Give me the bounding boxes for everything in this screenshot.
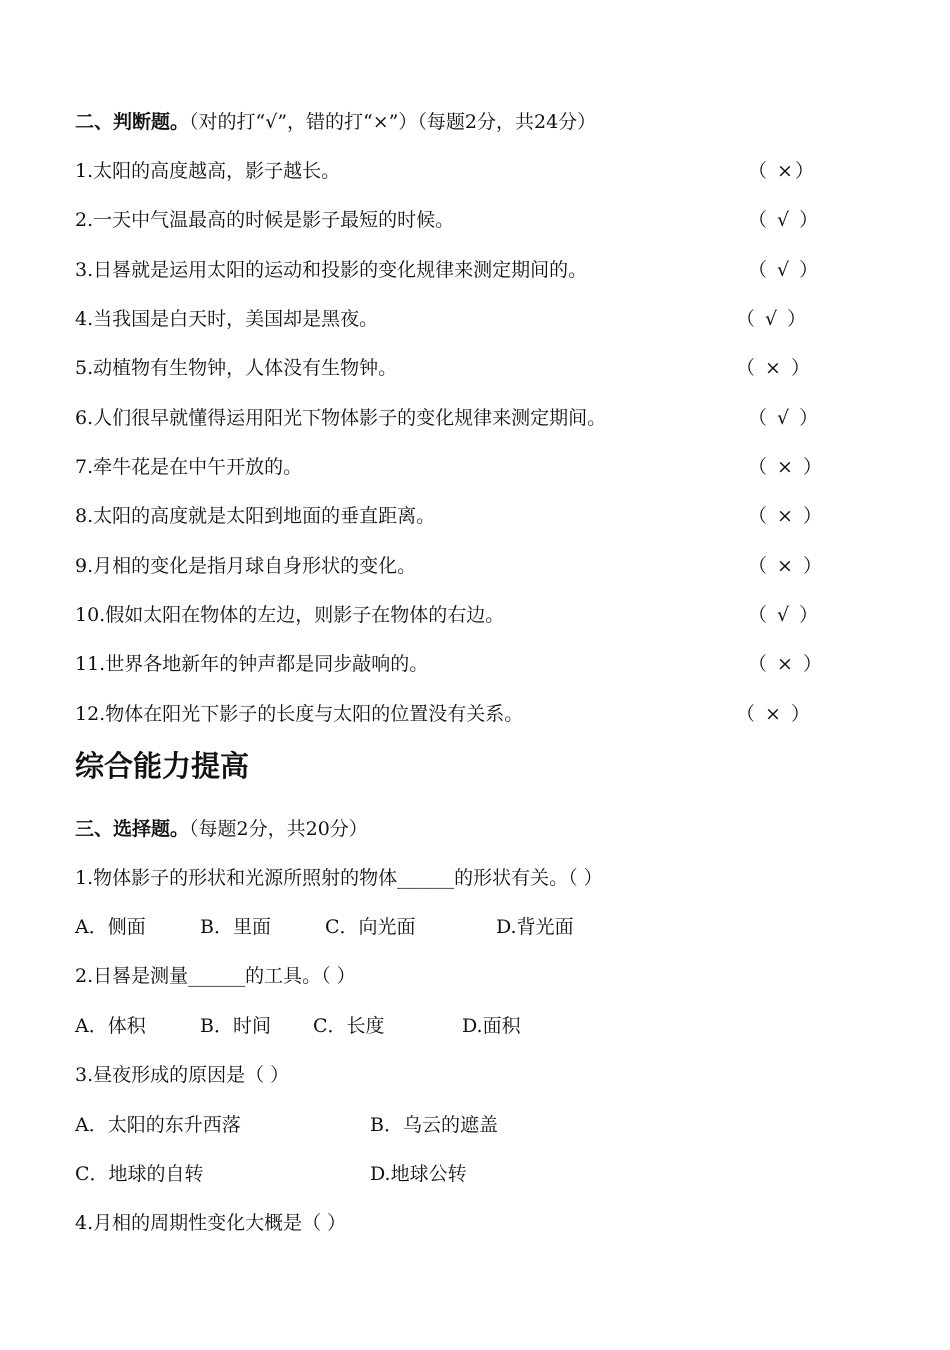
judge-item-12: 12.物体在阳光下影子的长度与太阳的位置没有关系。 xyxy=(75,703,524,725)
judge-item-7: 7.牵牛花是在中午开放的。 xyxy=(75,456,303,478)
section2-header xyxy=(75,110,596,134)
q1-option-d: D.背光面 xyxy=(496,916,574,938)
judge-answer-10: （ √ ） xyxy=(748,604,821,626)
judge-answer-11: （ × ） xyxy=(748,653,824,675)
judge-item-8: 8.太阳的高度就是太阳到地面的垂直距离。 xyxy=(75,505,436,527)
q2-option-d: D.面积 xyxy=(462,1015,521,1037)
judge-item-6: 6.人们很早就懂得运用阳光下物体影子的变化规律来测定期间。 xyxy=(75,407,607,429)
section2-title: 二、判断题。 xyxy=(75,111,190,133)
q2-option-a: A．体积 xyxy=(75,1015,146,1037)
judge-answer-3: （ √ ） xyxy=(748,259,821,281)
judge-answer-7: （ × ） xyxy=(748,456,824,478)
q2-option-c: C．长度 xyxy=(313,1015,385,1037)
q3-option-a: A．太阳的东升西落 xyxy=(75,1114,241,1136)
judge-answer-1: （ ×） xyxy=(748,160,816,182)
judge-answer-5: （ × ） xyxy=(736,357,812,379)
judge-answer-4: （ √ ） xyxy=(736,308,809,330)
judge-item-11: 11.世界各地新年的钟声都是同步敲响的。 xyxy=(75,653,429,675)
judge-item-9: 9.月相的变化是指月球自身形状的变化。 xyxy=(75,555,417,577)
choice-question-1: 1.物体影子的形状和光源所照射的物体______的形状有关。（ ） xyxy=(75,867,603,889)
judge-item-5: 5.动植物有生物钟，人体没有生物钟。 xyxy=(75,357,398,379)
section-heading: 综合能力提高 xyxy=(75,749,250,783)
judge-item-2: 2.一天中气温最高的时候是影子最短的时候。 xyxy=(75,209,455,231)
judge-answer-8: （ × ） xyxy=(748,505,824,527)
q3-option-b: B．乌云的遮盖 xyxy=(370,1114,498,1136)
judge-answer-6: （ √ ） xyxy=(748,407,821,429)
q1-option-c: C．向光面 xyxy=(325,916,416,938)
judge-item-1: 1.太阳的高度越高，影子越长。 xyxy=(75,160,341,182)
q1-option-b: B．里面 xyxy=(200,916,271,938)
section3-header xyxy=(75,817,368,841)
section3-note: （每题2分，共20分） xyxy=(189,818,368,840)
judge-item-3: 3.日晷就是运用太阳的运动和投影的变化规律来测定期间的。 xyxy=(75,259,588,281)
q1-option-a: A．侧面 xyxy=(75,916,146,938)
section2-note: （对的打“√”，错的打“×”）（每题2分，共24分） xyxy=(189,111,597,133)
judge-answer-2: （ √ ） xyxy=(748,209,821,231)
judge-item-10: 10.假如太阳在物体的左边，则影子在物体的右边。 xyxy=(75,604,505,626)
choice-question-4: 4.月相的周期性变化大概是（ ） xyxy=(75,1212,347,1234)
q3-option-d: D.地球公转 xyxy=(370,1163,467,1185)
judge-answer-9: （ × ） xyxy=(748,555,824,577)
section3-title: 三、选择题。 xyxy=(75,818,190,840)
q3-option-c: C．地球的自转 xyxy=(75,1163,204,1185)
judge-answer-12: （ × ） xyxy=(736,703,812,725)
choice-question-2: 2.日晷是测量______的工具。（ ） xyxy=(75,965,356,987)
choice-question-3: 3.昼夜形成的原因是（ ） xyxy=(75,1064,290,1086)
q2-option-b: B．时间 xyxy=(200,1015,271,1037)
judge-item-4: 4.当我国是白天时，美国却是黑夜。 xyxy=(75,308,379,330)
